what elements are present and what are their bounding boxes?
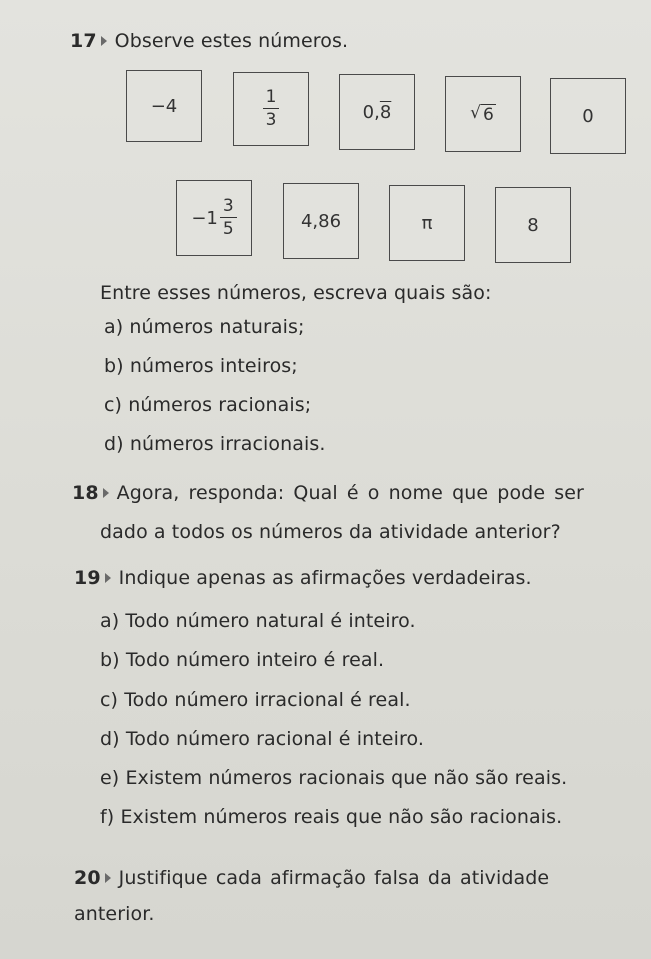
number-box-eight bbox=[495, 187, 571, 263]
question-17-item-b: b) números inteiros; bbox=[104, 355, 298, 377]
question-text: Justifique cada afirmação falsa da atividade bbox=[118, 867, 550, 889]
question-number: 19 bbox=[74, 567, 101, 589]
square-root bbox=[470, 103, 496, 125]
fraction-denominator: 5 bbox=[222, 219, 234, 239]
question-19-header bbox=[74, 567, 532, 589]
number-box-pi bbox=[389, 185, 465, 261]
number-box-zero bbox=[550, 78, 626, 154]
question-number: 18 bbox=[72, 482, 99, 504]
question-20-line-2: anterior. bbox=[74, 903, 155, 925]
question-number: 17 bbox=[70, 30, 97, 52]
question-prompt: Indique apenas as afirmações verdadeiras. bbox=[118, 567, 532, 589]
question-17-item-c: c) números racionais; bbox=[104, 394, 312, 416]
arrow-icon bbox=[103, 488, 109, 498]
question-prompt: Observe estes números. bbox=[114, 30, 349, 52]
box-value: 4,86 bbox=[300, 210, 342, 232]
arrow-icon bbox=[101, 36, 107, 46]
question-19-item-b: b) Todo número inteiro é real. bbox=[100, 649, 385, 671]
question-19-item-d: d) Todo número racional é inteiro. bbox=[100, 728, 424, 750]
question-19-item-c: c) Todo número irracional é real. bbox=[100, 689, 411, 711]
question-17-item-a: a) números naturais; bbox=[104, 316, 305, 338]
number-box-mixed-fraction bbox=[176, 180, 252, 256]
repeating-decimal bbox=[363, 102, 392, 123]
question-number: 20 bbox=[74, 867, 101, 889]
question-20-line-1 bbox=[74, 867, 549, 889]
box-value: 0 bbox=[582, 105, 594, 127]
number-box-square-root bbox=[445, 76, 521, 152]
radical-sign: √ bbox=[470, 103, 481, 123]
question-18-line-1 bbox=[72, 482, 584, 504]
decimal-integer-part: 0, bbox=[362, 101, 380, 123]
box-value: −4 bbox=[150, 95, 178, 117]
question-17-item-d: d) números irracionais. bbox=[104, 433, 326, 455]
box-value: π bbox=[421, 212, 433, 234]
decimal-repeating-digit: 8 bbox=[379, 101, 392, 123]
number-box-repeating-decimal bbox=[339, 74, 415, 150]
question-17-instruction: Entre esses números, escreva quais são: bbox=[100, 282, 492, 304]
question-19-item-a: a) Todo número natural é inteiro. bbox=[100, 610, 416, 632]
number-box-minus-four bbox=[126, 70, 202, 142]
box-value: 8 bbox=[527, 214, 539, 236]
fraction bbox=[263, 89, 280, 129]
arrow-icon bbox=[105, 873, 111, 883]
mixed-number bbox=[191, 198, 236, 238]
question-17-header bbox=[70, 30, 348, 52]
question-18-line-2: dado a todos os números da atividade anterior? bbox=[100, 521, 561, 543]
mixed-whole: −1 bbox=[191, 207, 218, 229]
fraction bbox=[220, 198, 237, 238]
arrow-icon bbox=[105, 573, 111, 583]
question-19-item-e: e) Existem números racionais que não são reais. bbox=[100, 767, 568, 789]
question-19-item-f: f) Existem números reais que não são racionais. bbox=[100, 806, 563, 828]
radicand: 6 bbox=[483, 105, 494, 125]
fraction-denominator: 3 bbox=[265, 110, 277, 130]
fraction-numerator: 1 bbox=[263, 89, 280, 109]
question-text: Agora, responda: Qual é o nome que pode ser bbox=[116, 482, 584, 504]
number-box-one-third bbox=[233, 72, 309, 146]
fraction-numerator: 3 bbox=[220, 198, 237, 218]
number-box-decimal bbox=[283, 183, 359, 259]
